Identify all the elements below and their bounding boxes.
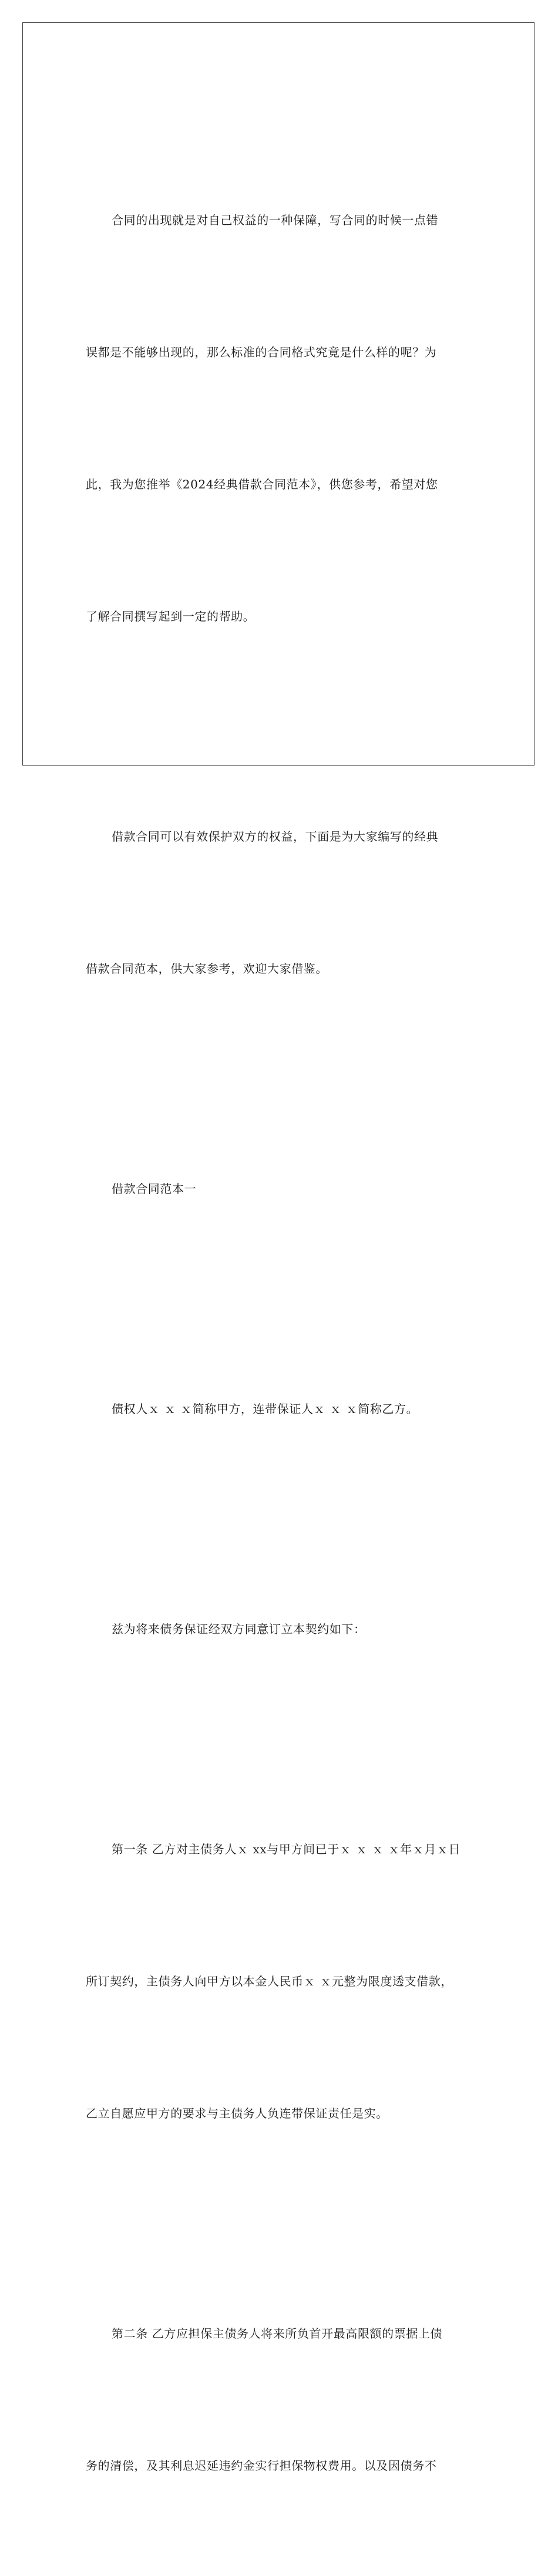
parties-paragraph <box>86 1299 476 1519</box>
text-line: 务的清偿，及其利息迟延违约金实行担保物权费用。以及因债务不 <box>86 2459 437 2473</box>
intro-paragraph <box>86 110 476 727</box>
text-line: 借款合同范本，供大家参考，欢迎大家借鉴。 <box>86 962 328 976</box>
text-line: 此，我为您推举《2024经典借款合同范本》，供您参考，希望对您 <box>86 477 438 491</box>
text-line: 合同的出现就是对自己权益的一种保障，写合同的时候一点错 <box>112 213 439 227</box>
text-line: 乙立自愿应甲方的要求与主债务人负连带保证责任是实。 <box>86 2106 388 2120</box>
text-line: 误都是不能够出现的，那么标准的合同格式究竟是什么样的呢？为 <box>86 345 437 359</box>
text-line: 兹为将来债务保证经双方同意订立本契约如下： <box>112 1622 366 1636</box>
text-line: 第二条 乙方应担保主债务人将来所负首开最高限额的票据上债 <box>112 2327 443 2341</box>
document-body <box>86 110 476 2576</box>
section-heading <box>86 1079 476 1299</box>
summary-paragraph <box>86 727 476 1079</box>
text-line: 了解合同撰写起到一定的帮助。 <box>86 609 256 623</box>
text-line: 借款合同范本一 <box>112 1182 197 1196</box>
text-line: 债权人ｘ ｘ ｘ简称甲方，连带保证人ｘ ｘ ｘ简称乙方。 <box>112 1402 419 1416</box>
text-line: 借款合同可以有效保护双方的权益，下面是为大家编写的经典 <box>112 830 439 844</box>
text-line: 所订契约，主债务人向甲方以本金人民币ｘ ｘ元整为限度透支借款， <box>86 1974 453 1988</box>
text-line: 第一条 乙方对主债务人ｘ xx与甲方间已于ｘ ｘ ｘ ｘ年ｘ月ｘ日 <box>112 1842 461 1856</box>
preamble-paragraph <box>86 1519 476 1739</box>
article-two <box>86 2224 476 2576</box>
article-one <box>86 1739 476 2224</box>
